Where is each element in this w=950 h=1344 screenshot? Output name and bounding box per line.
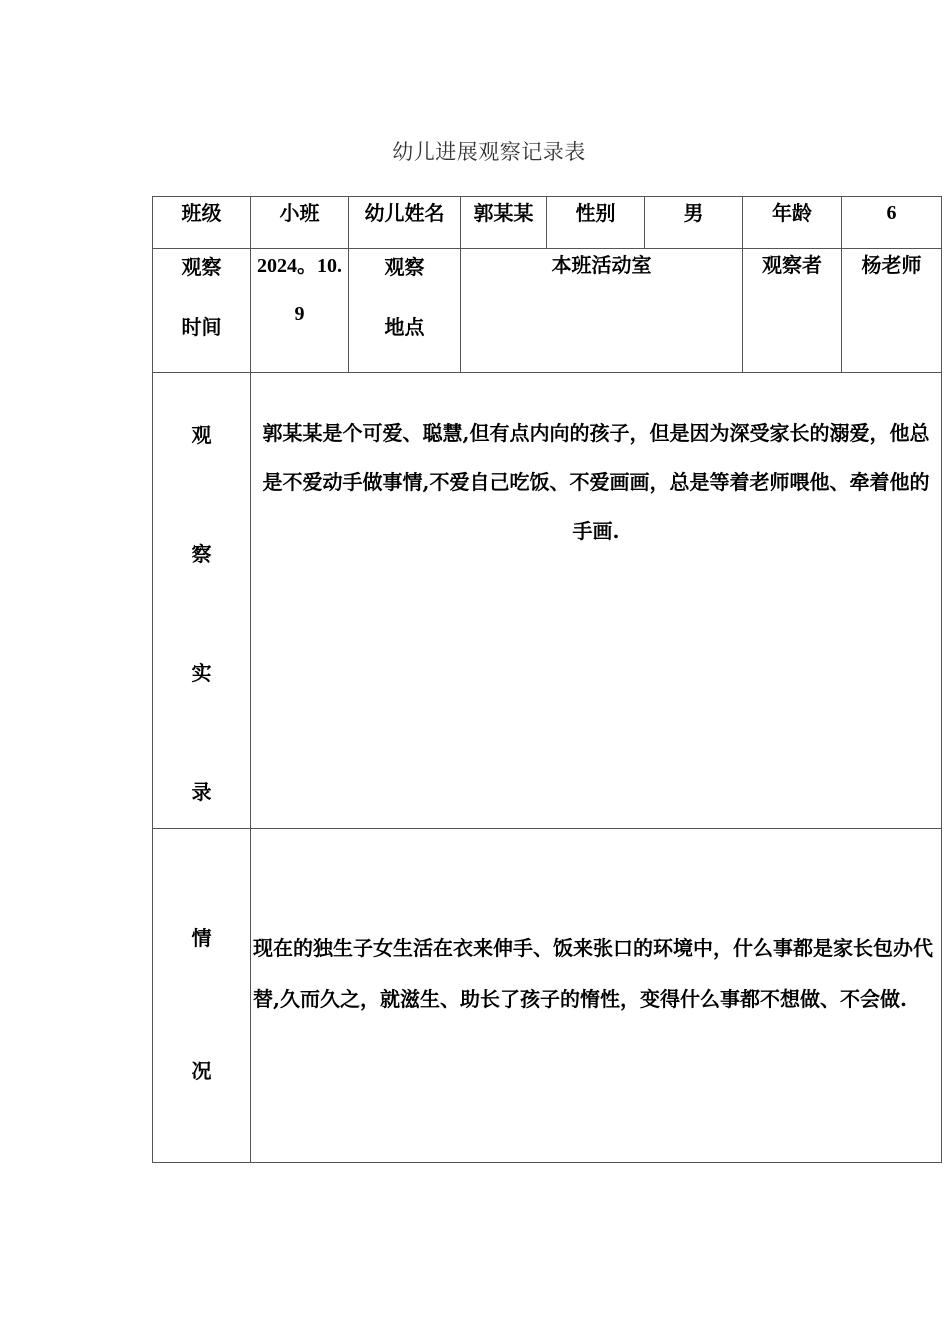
situation-text-cell bbox=[251, 829, 942, 1163]
situation-label: 情 况 bbox=[153, 829, 251, 1163]
observation-place-value: 本班活动室 bbox=[461, 249, 743, 373]
observer-value: 杨老师 bbox=[842, 249, 942, 373]
age-value: 6 bbox=[842, 197, 942, 249]
record-label: 观 察 实 录 bbox=[153, 373, 251, 829]
child-name-label: 幼儿姓名 bbox=[349, 197, 461, 249]
record-text-cell bbox=[251, 373, 942, 829]
observation-time-value: 2024。10. 9 bbox=[251, 249, 349, 373]
class-label: 班级 bbox=[153, 197, 251, 249]
record-text: 郭某某是个可爱、聪慧,但有点内向的孩子，但是因为深受家长的溺爱，他总是不爱动手做事情,不爱自己吃饭、不爱画画，总是等着老师喂他、牵着他的手画. bbox=[262, 421, 930, 543]
child-name-value: 郭某某 bbox=[461, 197, 547, 249]
gender-label: 性别 bbox=[547, 197, 645, 249]
record-row bbox=[153, 373, 942, 829]
situation-row bbox=[153, 829, 942, 1163]
situation-text: 现在的独生子女生活在衣来伸手、饭来张口的环境中，什么事都是家长包办代替,久而久之，就滋生、助长了孩子的惰性，变得什么事都不想做、不会做. bbox=[253, 936, 933, 1011]
class-value: 小班 bbox=[251, 197, 349, 249]
observation-table bbox=[152, 196, 942, 1163]
age-label: 年龄 bbox=[743, 197, 842, 249]
observer-label: 观察者 bbox=[743, 249, 842, 373]
page-title: 幼儿进展观察记录表 bbox=[392, 140, 586, 164]
info-row-2 bbox=[153, 249, 942, 373]
observation-time-label: 观察 时间 bbox=[153, 249, 251, 373]
observation-place-label: 观察 地点 bbox=[349, 249, 461, 373]
gender-value: 男 bbox=[645, 197, 743, 249]
